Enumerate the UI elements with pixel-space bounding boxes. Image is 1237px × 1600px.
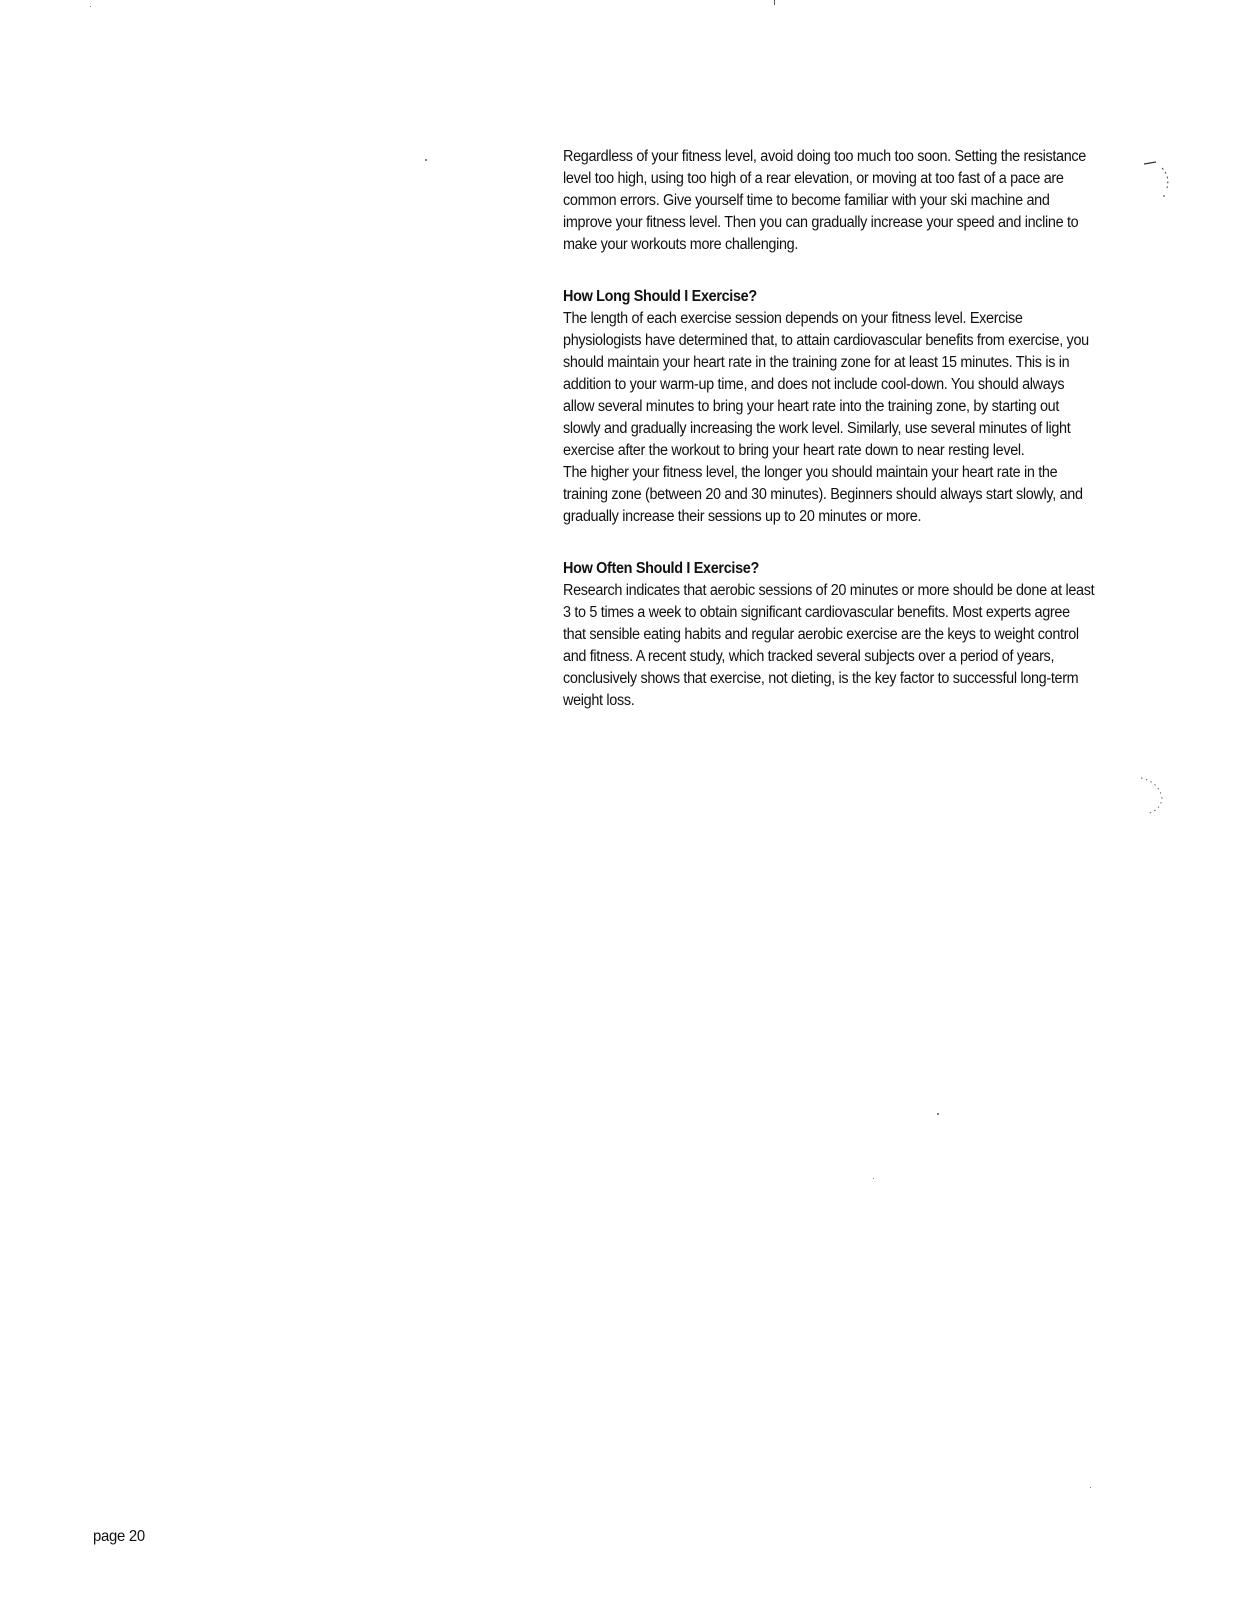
body-paragraph: The length of each exercise session depends on your fitness level. Exercise physiologists have determined that, to attain cardiovascular benefits from exercise, you should maintain your heart rate in the training zone for at least 15 minutes. This is in addition to your warm-up time, and does not include cool-down. You should always allow several minutes to bring your heart rate into the training zone, by starting out slowly and gradually increasing the work level. Similarly, use several minutes of light exercise after the workout to bring your heart rate down to near resting level. [563,310,1089,459]
section-how-long [563,286,1095,528]
section-heading: How Often Should I Exercise? [563,560,759,577]
scan-speck [90,6,91,7]
binder-hole-mark [1135,770,1175,820]
section-heading: How Long Should I Exercise? [563,288,757,305]
page-number: page 20 [93,1528,145,1545]
text-column [563,146,1095,712]
scan-speck [873,1178,874,1179]
body-paragraph: Research indicates that aerobic sessions of 20 minutes or more should be done at least 3 to 5 times a week to obtain significant cardiovascular benefits. Most experts agree that sensible eating habits and regular aerobic exercise are the keys to weight control and fitness. A recent study, which tracked several subjects over a period of years, conclusively shows that exercise, not dieting, is the key factor to successful long-term weight loss. [563,582,1095,709]
section-how-often [563,558,1095,712]
binder-hole-mark [1140,150,1180,200]
scan-speck [774,0,775,5]
scan-speck [937,1113,939,1115]
body-paragraph: The higher your fitness level, the longer you should maintain your heart rate in the training zone (between 20 and 30 minutes). Beginners should always start slowly, and gradually increase their sessions up to 20 minutes or more. [563,464,1083,525]
scan-speck [1090,1487,1091,1488]
scan-speck [425,159,427,161]
intro-paragraph: Regardless of your fitness level, avoid doing too much too soon. Setting the resistance level too high, using too high of a rear elevation, or moving at too fast of a pace are common errors. Give yourself time to become familiar with your ski machine and improve your fitness level. Then you can gradually increase your speed and incline to make your workouts more challenging. [563,148,1086,253]
